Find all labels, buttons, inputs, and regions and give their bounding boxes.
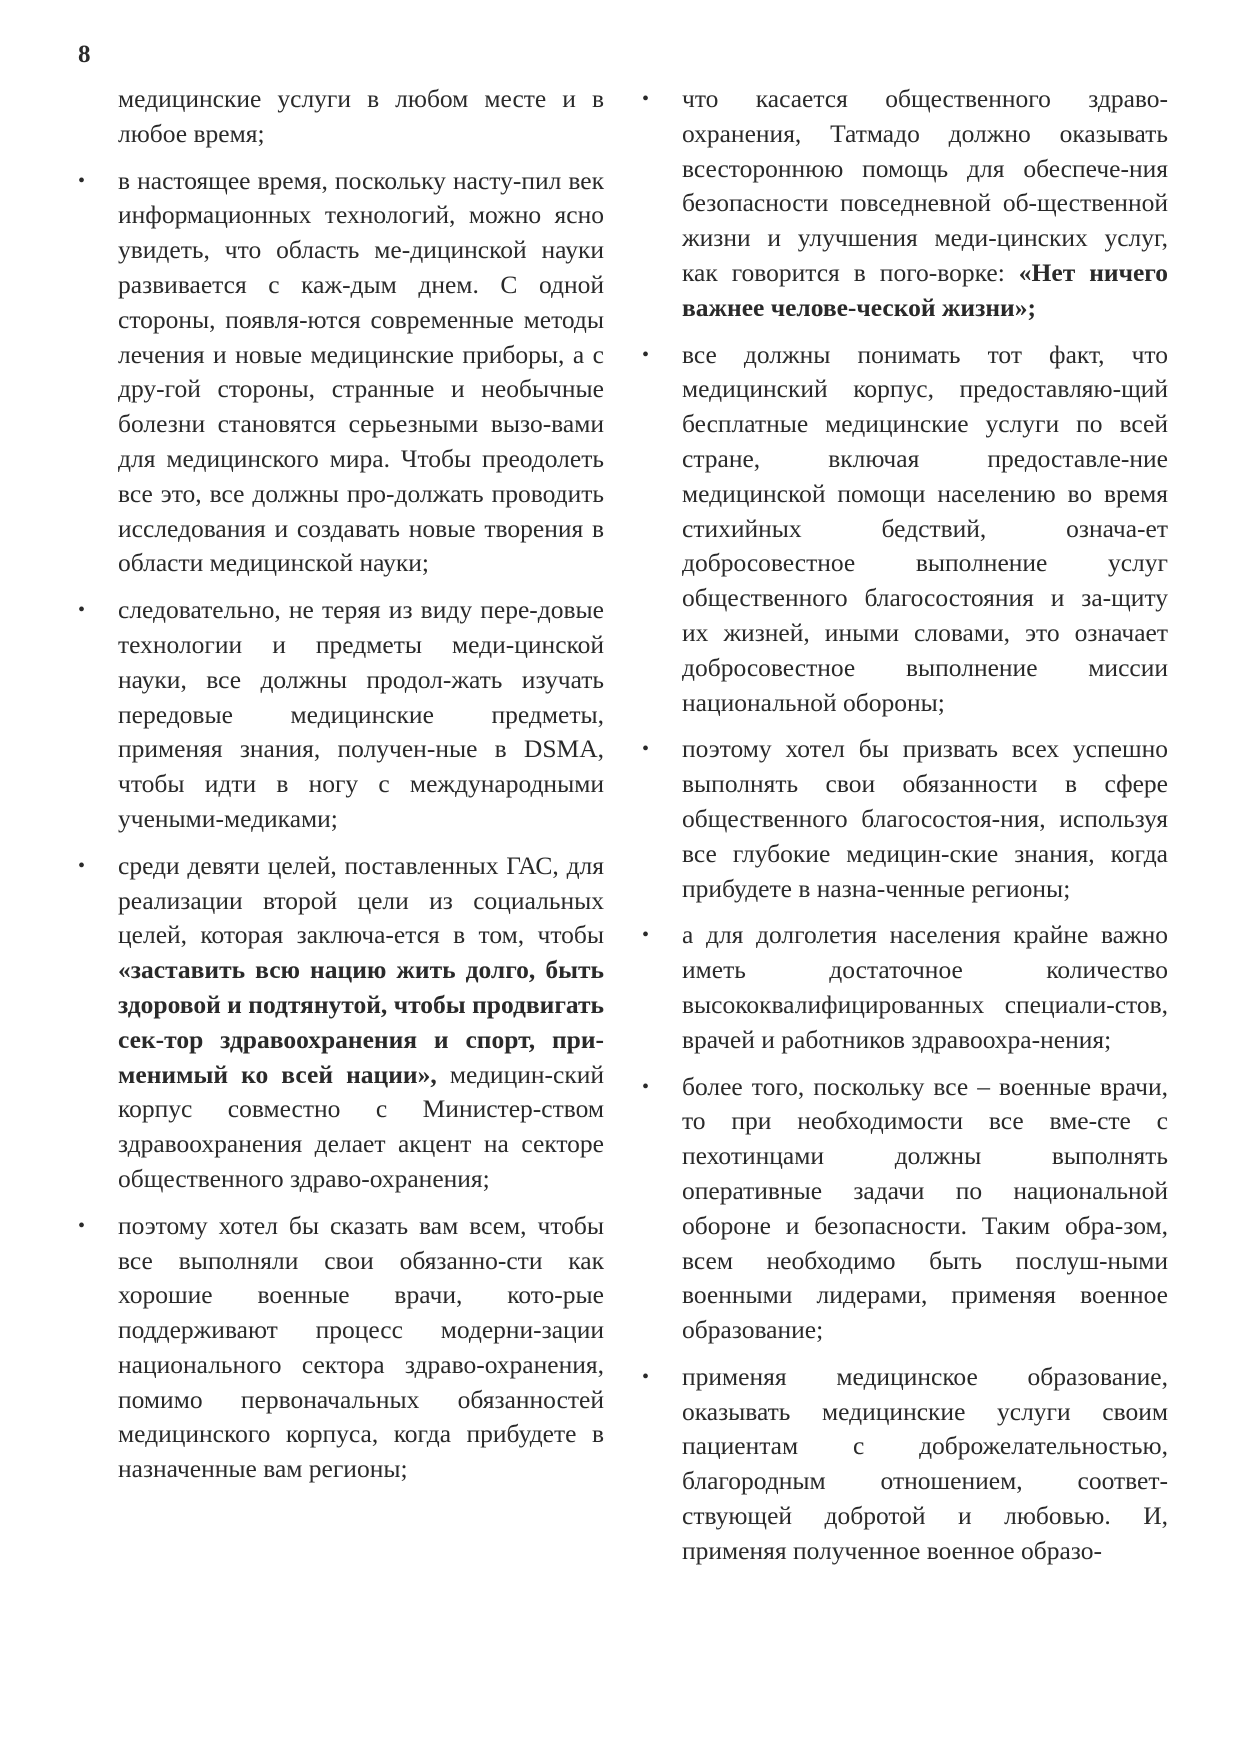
bullet-icon: • <box>642 1365 650 1388</box>
bullet-icon: • <box>642 88 650 110</box>
bullet-icon: • <box>78 599 86 622</box>
bullet-text: все должны понимать тот факт, что медицинский корпус, предоставляю-щий бесплатные медицинские услуги по всей стране, включая предоставле-ние медицинской помощи населению во время стихийных бедствий, означа-ет добросовестное выполнение услуг общественного благосостояния и за-щиту их жизней, иными словами, это означает добросовестное выполнение миссии национальной обороны; <box>682 339 1168 717</box>
bullet-text: а для долголетия населения крайне важно иметь достаточное количество высококвалифицированных специали-стов, врачей и работников здравоохра-нения; <box>682 920 1168 1054</box>
bullet-text: более того, поскольку все – военные врачи, то при необходимости все вме-сте с пехотинцами должны выполнять оперативные задачи по национальной обороне и безопасности. Таким обра-зом, всем необходимо быть послуш-ными военными лидерами, применяя военное образование; <box>682 1071 1168 1345</box>
bullet-icon: • <box>642 924 650 947</box>
bullet-item <box>642 1360 1168 1569</box>
right-column <box>642 82 1168 1581</box>
bullet-item <box>642 918 1168 1057</box>
bullet-text-bold: «заставить всю нацию жить долго, быть здоровой и подтянутой, чтобы продвигать сек-тор здравоохранения и спорт, при-менимый ко всей нации», <box>118 955 604 1089</box>
bullet-icon: • <box>642 343 650 366</box>
bullet-item <box>642 1070 1168 1348</box>
bullet-icon: • <box>642 1075 650 1098</box>
bullet-item <box>642 82 1168 326</box>
continuation-paragraph <box>118 82 604 152</box>
bullet-text: медицин-ский корпус совместно с Министер-ством здравоохранения делает акцент на секторе общественного здраво-охранения; <box>118 1059 604 1193</box>
bullet-text: поэтому хотел бы призвать всех успешно выполнять свои обязанности в сфере общественного благосостоя-ния, используя все глубокие медицин-ские знания, когда прибудете в назна-ченные регионы; <box>682 734 1168 903</box>
bullet-item <box>642 338 1168 721</box>
bullet-icon: • <box>78 854 86 877</box>
bullet-text: что касается общественного здраво-охранения, Татмадо должно оказывать всестороннюю помощь для обеспече-ния безопасности повседневной об-щественной жизни и улучшения меди-цинских услуг, как говорится в пого-ворке: <box>682 84 1168 287</box>
bullet-icon: • <box>78 1214 86 1237</box>
bullet-item <box>78 1209 604 1487</box>
bullet-item <box>78 164 604 582</box>
bullet-text-bold: «Нет ничего важнее челове-ческой жизни»; <box>682 257 1168 322</box>
paragraph-text: медицинские услуги в любом месте и в любое время; <box>118 84 604 148</box>
bullet-icon: • <box>642 738 650 761</box>
page-number: 8 <box>78 41 91 68</box>
left-column <box>78 82 604 1499</box>
bullet-text: поэтому хотел бы сказать вам всем, чтобы все выполняли свои обязанно-сти как хорошие военные врачи, кото-рые поддерживают процесс модерни-зации национального сектора здраво-охранения, помимо первоначальных обязанностей медицинского корпуса, когда прибудете в назначенные вам регионы; <box>118 1210 604 1484</box>
bullet-text: в настоящее время, поскольку насту-пил век информационных технологий, можно ясно увидеть, что область ме-дицинской науки развивается с каж-дым днем. С одной стороны, появля-ются современные методы лечения и новые медицинские приборы, а с дру-гой стороны, странные и необычные болезни становятся серьезными вызо-вами для медицинского мира. Чтобы преодолеть все это, все должны про-должать проводить исследования и создавать новые творения в области медицинской науки; <box>118 165 604 578</box>
bullet-item <box>78 849 604 1197</box>
bullet-text: применяя медицинское образование, оказывать медицинские услуги своим пациентам с доброжелательностью, благородным отношением, соответ-ствующей добротой и любовью. И, применяя полученное военное образо- <box>682 1361 1168 1565</box>
bullet-text: следовательно, не теряя из виду пере-довые технологии и предметы меди-цинской науки, все должны продол-жать изучать передовые медицинские предметы, применяя знания, получен-ные в DSMA, чтобы идти в ногу с международными учеными-медиками; <box>118 595 604 833</box>
bullet-text: среди девяти целей, поставленных ГАС, для реализации второй цели из социальных целей, которая заключа-ется в том, чтобы <box>118 850 604 950</box>
bullet-item <box>642 732 1168 906</box>
bullet-item <box>78 593 604 837</box>
bullet-icon: • <box>78 169 86 192</box>
